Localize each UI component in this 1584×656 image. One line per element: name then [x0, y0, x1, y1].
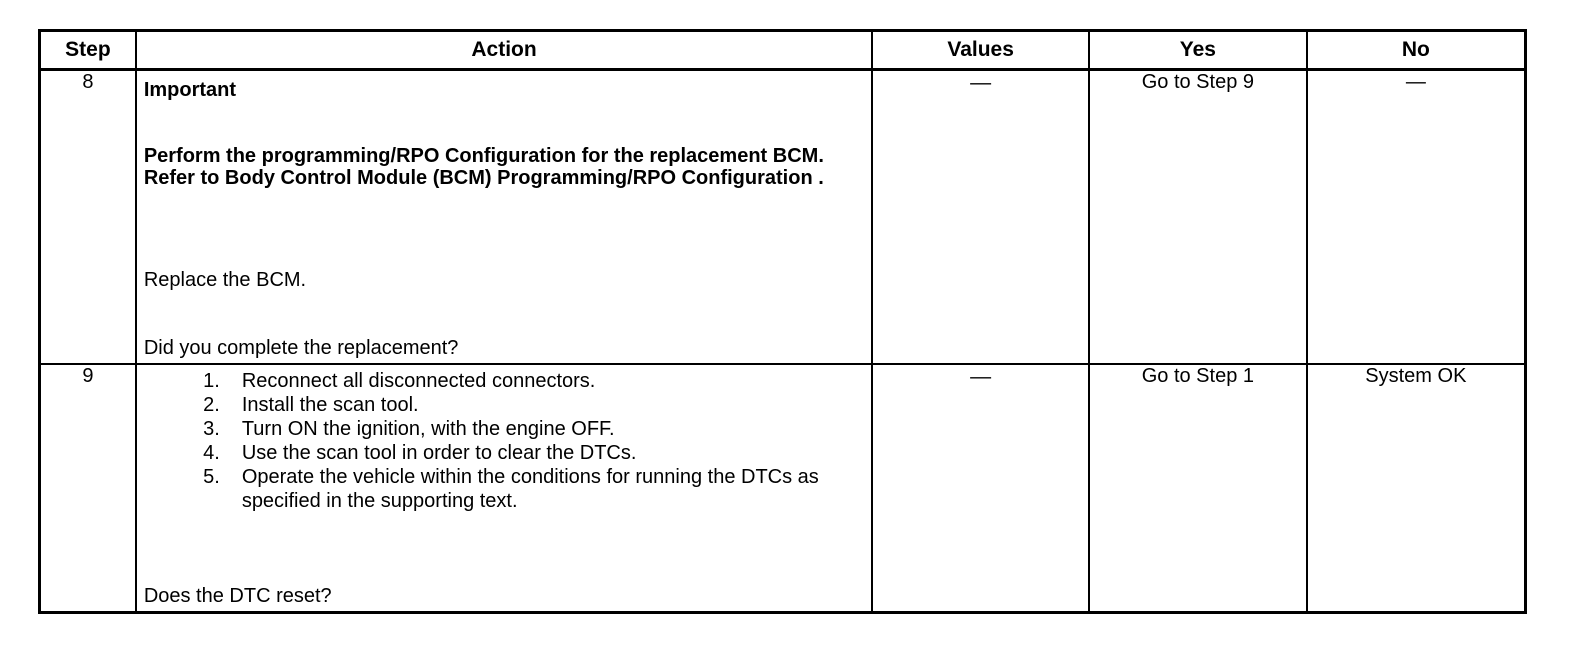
list-item: 2. Install the scan tool. — [203, 394, 419, 416]
procedure-list — [144, 369, 864, 513]
step-question: Does the DTC reset? — [143, 585, 332, 607]
action-cell — [136, 364, 872, 613]
yes-result: Go to Step 9 — [1141, 71, 1254, 93]
values-cell: — — [872, 70, 1089, 365]
important-note: Perform the programming/RPO Configuration for the replacement BCM. Refer to Body Control Module (BCM) Programming/RPO Configuration . — [143, 145, 824, 189]
table-header-row — [40, 31, 1526, 70]
list-item: 4. Use the scan tool in order to clear the DTCs. — [203, 442, 637, 464]
table-row — [40, 364, 1526, 613]
step-number: 8 — [40, 70, 136, 365]
list-item: 1. Reconnect all disconnected connectors. — [203, 370, 596, 392]
no-cell — [1307, 364, 1526, 613]
list-item: 3. Turn ON the ignition, with the engine OFF. — [203, 418, 615, 440]
action-cell — [136, 70, 872, 365]
header-yes: Yes — [1089, 31, 1307, 70]
diagnostic-procedure-table — [38, 29, 1527, 614]
important-title: Important — [143, 79, 237, 101]
step-question: Did you complete the replacement? — [143, 337, 459, 359]
yes-cell — [1089, 364, 1307, 613]
instruction-text: Replace the BCM. — [143, 269, 307, 291]
list-item: 5. Operate the vehicle within the conditions for running the DTCs as specified in the supporting text. — [203, 466, 819, 512]
header-values: Values — [872, 31, 1089, 70]
header-step: Step — [40, 31, 136, 70]
no-cell — [1307, 70, 1526, 365]
header-no: No — [1307, 31, 1526, 70]
values-cell: — — [872, 364, 1089, 613]
no-result: System OK — [1365, 365, 1467, 387]
table-row — [40, 70, 1526, 365]
diagnostic-table-container — [38, 29, 1527, 614]
yes-cell — [1089, 70, 1307, 365]
yes-result: Go to Step 1 — [1141, 365, 1254, 387]
header-action: Action — [136, 31, 872, 70]
no-result: — — [1405, 71, 1426, 93]
step-number: 9 — [40, 364, 136, 613]
